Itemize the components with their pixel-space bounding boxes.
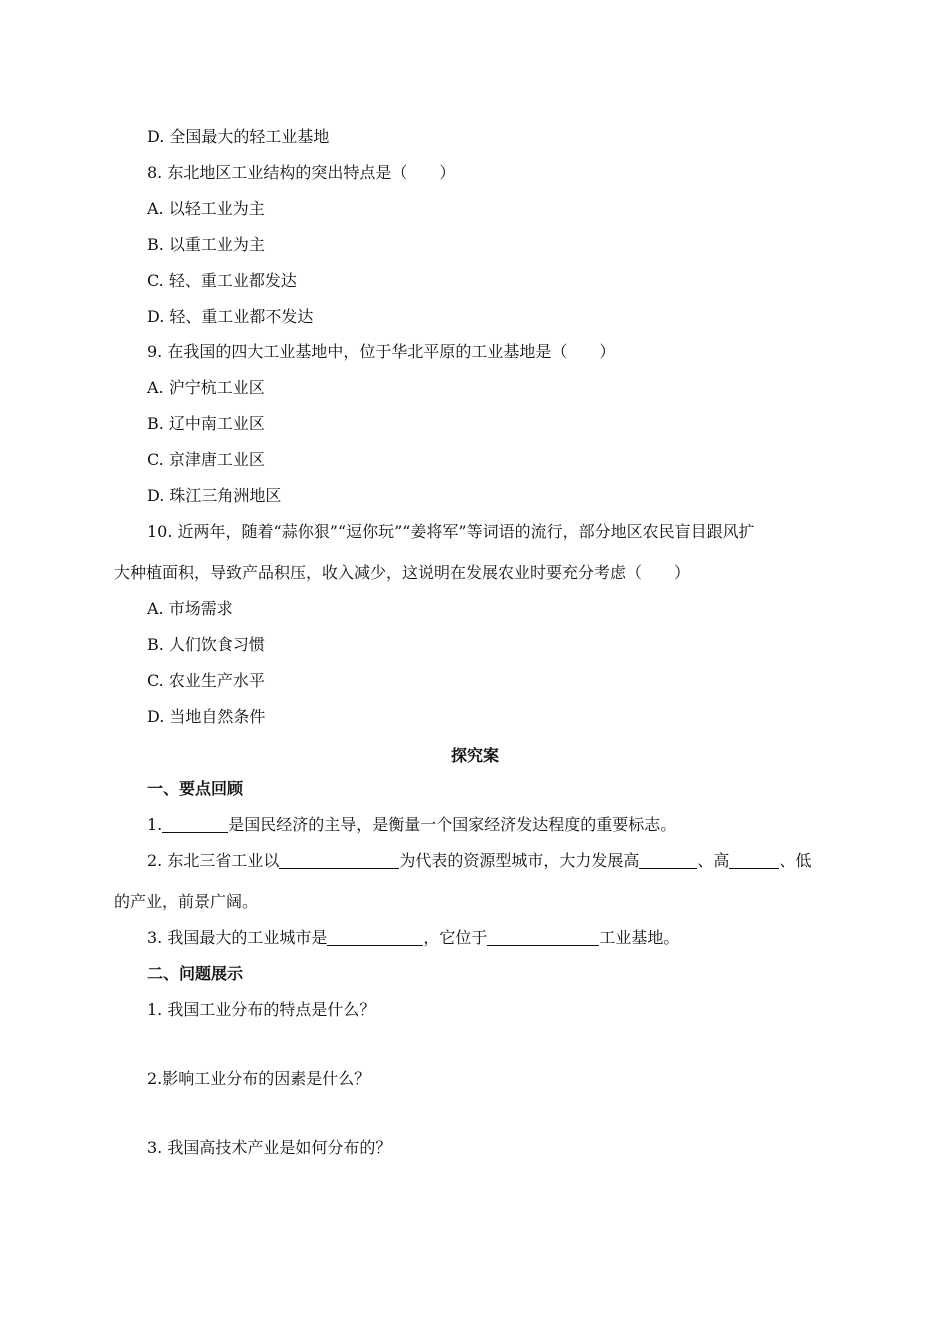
part2-question-2: 2.影响工业分布的因素是什么？: [147, 1069, 371, 1088]
item3-suffix: 工业基地。: [599, 928, 680, 947]
answer-blank[interactable]: [327, 929, 423, 946]
part1-item1: [147, 815, 676, 835]
answer-blank[interactable]: [162, 816, 228, 833]
q8-option-d: D. 轻、重工业都不发达: [147, 307, 314, 326]
part1-item2-line2: 的产业，前景广阔。: [114, 892, 259, 911]
q8-option-c: C. 轻、重工业都发达: [147, 271, 297, 290]
q10-option-d: D. 当地自然条件: [147, 707, 266, 726]
q8-stem: 8. 东北地区工业结构的突出特点是（ ）: [147, 163, 456, 182]
part2-question-1: 1. 我国工业分布的特点是什么？: [147, 1000, 376, 1019]
part1-item2: [147, 851, 811, 871]
item2-mid2: 、高: [697, 851, 730, 870]
answer-blank[interactable]: [639, 852, 697, 869]
q9-option-a: A. 沪宁杭工业区: [147, 378, 265, 397]
section-title: 探究案: [450, 746, 499, 765]
item3-mid: ，它位于: [423, 928, 488, 947]
q10-stem-line2: 大种植面积，导致产品积压，收入减少，这说明在发展农业时要充分考虑（ ）: [114, 563, 691, 582]
item1-text: 是国民经济的主导，是衡量一个国家经济发达程度的重要标志。: [228, 815, 677, 834]
part2-question-3: 3. 我国高技术产业是如何分布的？: [147, 1138, 392, 1157]
answer-blank[interactable]: [279, 852, 399, 869]
q9-option-d: D. 珠江三角洲地区: [147, 486, 282, 505]
answer-blank[interactable]: [729, 852, 779, 869]
part2-heading: 二、问题展示: [147, 964, 244, 983]
q10-option-a: A. 市场需求: [147, 599, 233, 618]
item1-number: 1.: [147, 815, 163, 834]
q10-option-c: C. 农业生产水平: [147, 671, 265, 690]
q10-stem-line1: 10. 近两年，随着“蒜你狠”“逗你玩”“姜将军”等词语的流行，部分地区农民盲目跟风扩: [147, 522, 755, 541]
q10-option-b: B. 人们饮食习惯: [147, 635, 265, 654]
part1-item3: [147, 928, 679, 948]
item2-mid3: 、低: [779, 851, 812, 870]
answer-blank[interactable]: [487, 929, 599, 946]
q8-option-a: A. 以轻工业为主: [147, 199, 265, 218]
q8-option-b: B. 以重工业为主: [147, 235, 265, 254]
q9-option-c: C. 京津唐工业区: [147, 450, 265, 469]
item3-prefix: 3. 我国最大的工业城市是: [147, 928, 328, 947]
q7-option-d: D. 全国最大的轻工业基地: [147, 127, 330, 146]
part1-heading: 一、要点回顾: [147, 779, 244, 798]
q9-option-b: B. 辽中南工业区: [147, 414, 265, 433]
q9-stem: 9. 在我国的四大工业基地中，位于华北平原的工业基地是（ ）: [147, 342, 616, 361]
item2-prefix: 2. 东北三省工业以: [147, 851, 280, 870]
item2-mid1: 为代表的资源型城市，大力发展高: [399, 851, 640, 870]
